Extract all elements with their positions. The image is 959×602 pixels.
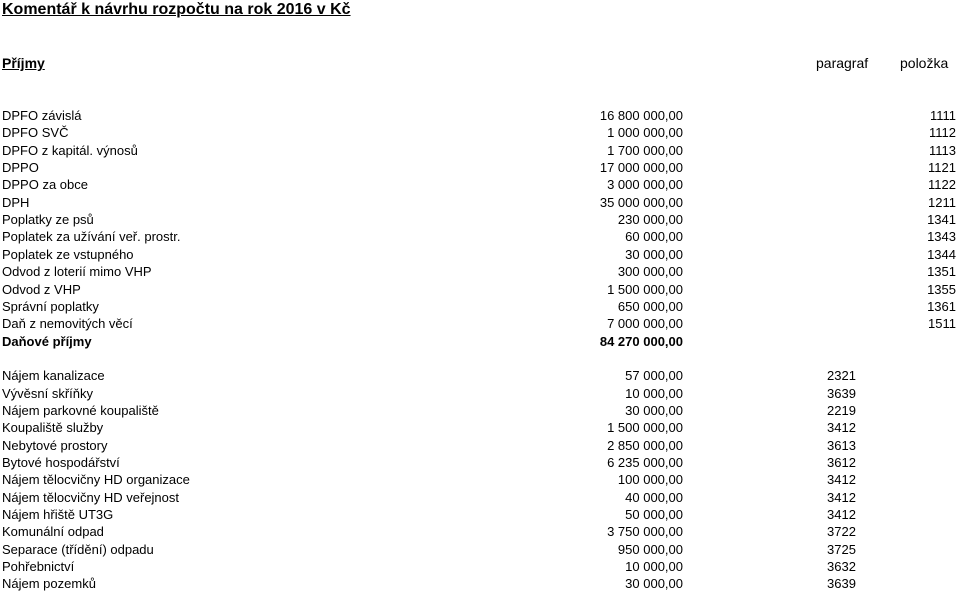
table-row [0, 367, 959, 384]
row-amount: 30 000,00 [625, 576, 683, 592]
subtotal-row [0, 333, 959, 350]
table-row [0, 315, 959, 332]
row-amount: 3 750 000,00 [607, 524, 683, 540]
row-name: DPPO za obce [2, 177, 88, 193]
row-name: Nájem tělocvičny HD organizace [2, 472, 190, 488]
row-amount: 1 500 000,00 [607, 281, 683, 297]
row-polozka: 1344 [927, 246, 956, 262]
table-row [0, 263, 959, 280]
row-amount: 7 000 000,00 [607, 316, 683, 332]
row-amount: 30 000,00 [625, 402, 683, 418]
row-name: DPFO SVČ [2, 125, 69, 141]
row-name: Nájem kanalizace [2, 368, 105, 384]
table-row [0, 489, 959, 506]
row-name: Nájem tělocvičny HD veřejnost [2, 489, 180, 505]
row-name: Daň z nemovitých věcí [2, 316, 133, 332]
row-amount: 2 850 000,00 [607, 437, 683, 453]
table-row [0, 246, 959, 263]
row-amount: 57 000,00 [625, 368, 683, 384]
table-row [0, 107, 959, 124]
row-name: Odvod z VHP [2, 281, 81, 297]
table-row [0, 281, 959, 298]
row-polozka: 1341 [927, 212, 956, 228]
table-row [0, 176, 959, 193]
table-row [0, 437, 959, 454]
table-row [0, 298, 959, 315]
row-amount: 30 000,00 [625, 246, 683, 262]
row-paragraf: 3613 [827, 437, 856, 453]
row-name: Nájem parkovné koupaliště [2, 402, 159, 418]
row-paragraf: 3722 [827, 524, 856, 540]
row-amount: 10 000,00 [625, 385, 683, 401]
table-row [0, 471, 959, 488]
row-name: Koupaliště služby [2, 420, 104, 436]
row-paragraf: 2321 [827, 368, 856, 384]
row-name: Nájem pozemků [2, 576, 96, 592]
row-name: Daňové příjmy [2, 333, 92, 349]
row-polozka: 1112 [929, 125, 956, 141]
row-name: DPFO závislá [2, 108, 82, 123]
row-polozka: 1355 [927, 281, 956, 297]
row-paragraf: 3725 [827, 541, 856, 557]
row-name: DPFO z kapitál. výnosů [2, 142, 138, 158]
row-polozka: 1121 [928, 160, 956, 176]
row-amount: 60 000,00 [625, 229, 683, 245]
row-amount: 6 235 000,00 [607, 455, 683, 470]
row-amount: 650 000,00 [617, 298, 683, 314]
row-paragraf: 3412 [827, 420, 856, 436]
row-paragraf: 3412 [827, 472, 856, 488]
row-polozka: 1361 [927, 298, 956, 314]
document-title: Komentář k návrhu rozpočtu na rok 2016 v Kč [2, 1, 351, 18]
table-row [0, 506, 959, 523]
table-row [0, 228, 959, 245]
table-row [0, 385, 959, 402]
row-paragraf: 2219 [827, 402, 856, 418]
row-polozka: 1351 [927, 264, 956, 280]
row-amount: 16 800 000,00 [599, 108, 683, 123]
row-amount: 17 000 000,00 [599, 160, 683, 176]
row-amount: 50 000,00 [625, 507, 683, 523]
row-name: Nájem hřiště UT3G [2, 507, 114, 523]
row-polozka: 1511 [928, 316, 956, 332]
table-row [0, 558, 959, 575]
row-name: Vývěsní skříňky [2, 385, 94, 401]
row-name: Poplatky ze psů [2, 212, 94, 228]
row-name: Poplatek za užívání veř. prostr. [2, 229, 181, 245]
table-row [0, 575, 959, 592]
row-name: DPH [2, 194, 30, 210]
row-amount: 950 000,00 [617, 541, 683, 557]
row-name: Odvod z loterií mimo VHP [2, 264, 152, 280]
column-header-polozka: položka [900, 55, 949, 71]
row-name: Separace (třídění) odpadu [2, 541, 154, 557]
row-paragraf: 3632 [827, 559, 856, 575]
row-paragraf: 3612 [827, 455, 856, 470]
row-amount: 1 000 000,00 [607, 125, 683, 141]
row-name: Komunální odpad [2, 524, 104, 540]
table-row [0, 523, 959, 540]
section-heading-prijmy: Příjmy [2, 55, 45, 71]
row-amount: 40 000,00 [625, 489, 683, 505]
row-polozka: 1113 [929, 142, 956, 158]
row-name: Správní poplatky [2, 298, 99, 314]
row-name: Poplatek ze vstupného [2, 246, 134, 262]
row-amount: 84 270 000,00 [599, 333, 683, 349]
row-paragraf: 3639 [827, 576, 856, 592]
table-row [0, 142, 959, 159]
row-polozka: 1111 [929, 108, 956, 123]
row-polozka: 1211 [928, 194, 956, 210]
row-polozka: 1343 [927, 229, 956, 245]
table-row [0, 454, 959, 471]
row-amount: 100 000,00 [617, 472, 683, 488]
table-row [0, 194, 959, 211]
row-amount: 10 000,00 [625, 559, 683, 575]
table-row [0, 541, 959, 558]
row-name: DPPO [2, 160, 39, 176]
row-amount: 3 000 000,00 [607, 177, 683, 193]
row-amount: 1 700 000,00 [607, 142, 683, 158]
row-paragraf: 3412 [827, 507, 856, 523]
row-amount: 230 000,00 [617, 212, 683, 228]
spacer-row [0, 350, 959, 367]
row-polozka: 1122 [928, 177, 956, 193]
table-row [0, 419, 959, 436]
row-paragraf: 3412 [827, 489, 856, 505]
row-name: Nebytové prostory [2, 437, 108, 453]
table-row [0, 159, 959, 176]
row-amount: 300 000,00 [617, 264, 683, 280]
row-amount: 35 000 000,00 [599, 194, 683, 210]
row-name: Pohřebnictví [2, 559, 75, 575]
row-amount: 1 500 000,00 [607, 420, 683, 436]
table-row [0, 211, 959, 228]
row-name: Bytové hospodářství [2, 455, 120, 470]
column-header-paragraf: paragraf [816, 55, 869, 71]
row-paragraf: 3639 [827, 385, 856, 401]
table-row [0, 124, 959, 141]
table-row [0, 402, 959, 419]
